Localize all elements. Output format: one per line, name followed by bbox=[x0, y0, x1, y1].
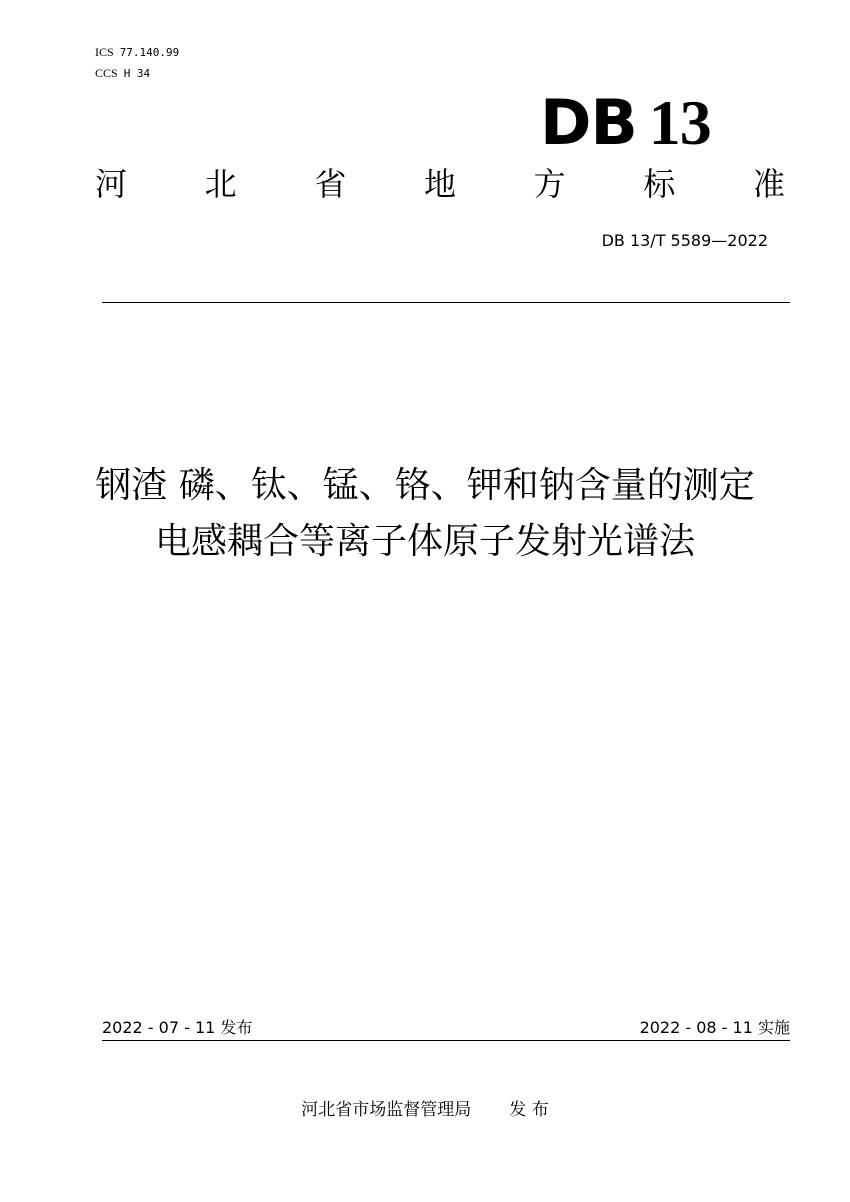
title-line-2: 电感耦合等离子体原子发射光谱法 bbox=[154, 521, 695, 562]
standard-type-char: 北 bbox=[204, 165, 237, 203]
release-date bbox=[102, 1016, 252, 1040]
standard-type-char: 河 bbox=[95, 165, 128, 203]
document-title bbox=[0, 458, 850, 570]
issuer-name: 河北省市场监督管理局 bbox=[301, 1100, 472, 1120]
standard-type-char: 地 bbox=[423, 165, 456, 203]
header-divider bbox=[102, 302, 790, 303]
standard-type-char: 省 bbox=[314, 165, 347, 203]
implement-label: 实施 bbox=[757, 1018, 790, 1037]
title-line-1: 钢渣 磷、钛、锰、铬、钾和钠含量的测定 bbox=[95, 465, 755, 506]
standard-type-char: 方 bbox=[533, 165, 566, 203]
standard-number: DB 13/T 5589—2022 bbox=[601, 231, 768, 250]
implement-date-value: 2022 - 08 - 11 bbox=[639, 1018, 753, 1037]
issuer-line bbox=[0, 1097, 850, 1123]
standard-type-heading bbox=[95, 160, 785, 208]
standard-type-char: 准 bbox=[752, 165, 785, 203]
ics-code bbox=[95, 42, 179, 63]
logo-letters: DB bbox=[540, 86, 637, 159]
db-logo bbox=[540, 88, 711, 158]
ccs-label: CCS bbox=[95, 66, 118, 80]
release-label: 发布 bbox=[220, 1018, 253, 1037]
standard-type-char: 标 bbox=[643, 165, 676, 203]
ccs-code bbox=[95, 63, 179, 84]
logo-number: 13 bbox=[648, 87, 711, 158]
footer-divider bbox=[102, 1040, 790, 1041]
classification-codes bbox=[95, 42, 179, 84]
ccs-value: H 34 bbox=[123, 67, 151, 80]
issuer-action: 发 布 bbox=[509, 1100, 549, 1120]
ics-label: ICS bbox=[95, 45, 114, 59]
implement-date bbox=[640, 1016, 790, 1040]
release-date-value: 2022 - 07 - 11 bbox=[102, 1018, 216, 1037]
ics-value: 77.140.99 bbox=[119, 46, 180, 59]
